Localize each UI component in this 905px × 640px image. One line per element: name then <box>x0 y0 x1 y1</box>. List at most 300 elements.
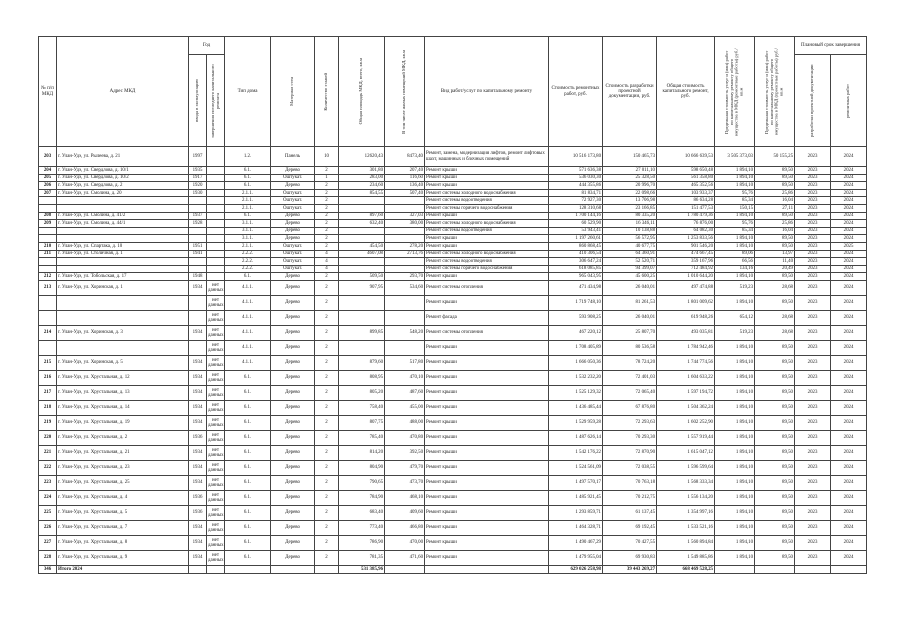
cell-max-d: 89,50 <box>755 235 795 243</box>
cell-total: 1 784 942,46 <box>657 340 715 355</box>
cell-repair: 1 485 921,45 <box>549 490 603 505</box>
cell-res-area: 2713,76 <box>385 250 425 258</box>
cell-year <box>189 197 207 205</box>
table-row <box>39 400 867 415</box>
cell-material: Оштукат. <box>271 204 315 212</box>
cell-pd: 2023 <box>795 250 831 258</box>
header-wall-material-text: Материал стен <box>289 77 295 106</box>
cell-area <box>339 295 385 310</box>
cell-num: 203 <box>39 147 57 167</box>
cell-floors: 2 <box>315 535 339 550</box>
table-row <box>39 197 867 205</box>
cell-max-r: 1 894,10 <box>715 445 755 460</box>
total-num: 346 <box>39 565 57 573</box>
cell-res-area: 466,80 <box>385 520 425 535</box>
cell-num: 220 <box>39 430 57 445</box>
cell-work: Ремонт системы водоотведения <box>425 227 549 235</box>
cell-repair: 1 525 129,32 <box>549 385 603 400</box>
cell-material: Оштукат. <box>271 265 315 273</box>
cell-address: г. Улан-Удэ, ул. Хрустальная, д. 13 <box>57 385 189 400</box>
cell-area <box>339 235 385 243</box>
cell-max-d: 89,50 <box>755 475 795 490</box>
cell-num <box>39 227 57 235</box>
cell-floors: 2 <box>315 182 339 190</box>
cell-work: Ремонт крыши <box>425 415 549 430</box>
cell-address: г. Улан-Удэ, ул. Хрустальная, д. 12 <box>57 370 189 385</box>
cell-address: г. Улан-Удэ, ул. Спартака, д. 10 <box>57 242 189 250</box>
table-header <box>39 37 867 147</box>
cell-year: 1934 <box>189 460 207 475</box>
total-label: Итого 2024 <box>57 565 189 573</box>
cell-res-area <box>385 227 425 235</box>
cell-year: 1934 <box>189 325 207 340</box>
cell-type: 6.1. <box>225 273 271 281</box>
cell-overhaul <box>207 174 225 182</box>
cell-work: Ремонт, замена, модернизация лифтов, ремонт лифтовых шахт, машинных и блочных помещений <box>425 147 549 167</box>
cell-pd: 2023 <box>795 490 831 505</box>
cell-floors: 2 <box>315 400 339 415</box>
header-residential-area <box>385 37 425 147</box>
cell-pr: 2024 <box>831 197 867 205</box>
cell-address: г. Улан-Удэ, ул. Свердлова, д. 2 <box>57 182 189 190</box>
cell-repair: 593 908,25 <box>549 310 603 325</box>
cell-year: 1951 <box>189 242 207 250</box>
cell-overhaul <box>207 182 225 190</box>
cell-work: Ремонт крыши <box>425 445 549 460</box>
cell-res-area <box>385 310 425 325</box>
cell-floors: 1 <box>315 174 339 182</box>
cell-address: г. Улан-Удэ, ул. Хоринская, д. 1 <box>57 280 189 295</box>
cell-address: г. Улан-Удэ, ул. Хрустальная, д. 25 <box>57 475 189 490</box>
cell-year: 1928 <box>189 220 207 228</box>
cell-repair: 1 524 561,09 <box>549 460 603 475</box>
header-planned-design <box>795 55 831 147</box>
cell-total: 1 615 047,12 <box>657 445 715 460</box>
cell-total: 497 474,88 <box>657 280 715 295</box>
cell-overhaul: нет данных <box>207 490 225 505</box>
cell-num: 217 <box>39 385 57 400</box>
total-row <box>39 565 867 573</box>
cell-pr: 2024 <box>831 220 867 228</box>
cell-design: 70 763,18 <box>603 475 657 490</box>
cell-year: 1934 <box>189 400 207 415</box>
cell-year <box>189 295 207 310</box>
cell-repair: 1 542 176,22 <box>549 445 603 460</box>
table-row <box>39 204 867 212</box>
cell-repair: 1 708 405,89 <box>549 340 603 355</box>
cell-overhaul: нет данных <box>207 340 225 355</box>
cell-design: 70 427,55 <box>603 535 657 550</box>
cell-max-d: 89,50 <box>755 355 795 370</box>
cell-floors: 2 <box>315 475 339 490</box>
cell-work: Ремонт системы водоотведения <box>425 258 549 266</box>
cell-area: 4607,08 <box>339 250 385 258</box>
cell-type: 6.1. <box>225 385 271 400</box>
cell-total: 1 557 919,44 <box>657 430 715 445</box>
table-row <box>39 295 867 310</box>
cell-design: 25 807,70 <box>603 325 657 340</box>
cell-max-d: 89,50 <box>755 340 795 355</box>
header-work-type: Вид работ/услуг по капитальному ремонту <box>425 37 549 147</box>
cell-floors: 2 <box>315 242 339 250</box>
cell-num: 210 <box>39 242 57 250</box>
cell-res-area: 380,00 <box>385 220 425 228</box>
cell-address: г. Улан-Удэ, ул. Хоринская, д. 3 <box>57 325 189 340</box>
cell-material: Дерево <box>271 370 315 385</box>
cell-area <box>339 258 385 266</box>
cell-year: 1917 <box>189 174 207 182</box>
cell-num: 224 <box>39 490 57 505</box>
cell-pr: 2024 <box>831 505 867 520</box>
cell-max-r: 1 894,10 <box>715 174 755 182</box>
cell-year: 1934 <box>189 280 207 295</box>
cell-max-d: 89,50 <box>755 460 795 475</box>
cell-max-d: 89,50 <box>755 520 795 535</box>
cell-repair: 1 293 859,71 <box>549 505 603 520</box>
table-row <box>39 460 867 475</box>
cell-type: 6.1. <box>225 174 271 182</box>
cell-repair: 471 434,98 <box>549 280 603 295</box>
cell-total: 1 744 774,56 <box>657 355 715 370</box>
cell-pr: 2024 <box>831 340 867 355</box>
cell-pr: 2024 <box>831 212 867 220</box>
cell-max-r: 1 894,10 <box>715 415 755 430</box>
cell-material: Дерево <box>271 212 315 220</box>
cell-address: г. Улан-Удэ, ул. Свердлова, д. 10/2 <box>57 174 189 182</box>
cell-area: 807,75 <box>339 415 385 430</box>
cell-work: Ремонт крыши <box>425 400 549 415</box>
cell-overhaul: нет данных <box>207 370 225 385</box>
cell-design: 72 870,90 <box>603 445 657 460</box>
cell-total: 598 650,48 <box>657 167 715 175</box>
cell-material: Оштукат. <box>271 258 315 266</box>
cell-max-r: 1 894,10 <box>715 370 755 385</box>
cell-floors: 2 <box>315 220 339 228</box>
cell-address: г. Улан-Удэ, ул. Хрустальная, д. 23 <box>57 460 189 475</box>
cell-material: Дерево <box>271 280 315 295</box>
table-row <box>39 535 867 550</box>
cell-work: Ремонт крыши <box>425 475 549 490</box>
cell-res-area: 488,00 <box>385 415 425 430</box>
cell-year <box>189 265 207 273</box>
cell-material: Дерево <box>271 415 315 430</box>
cell-year: 1948 <box>189 273 207 281</box>
cell-max-r: 1 894,10 <box>715 505 755 520</box>
cell-type: 2.2.2. <box>225 258 271 266</box>
cell-design: 72 401,03 <box>603 370 657 385</box>
cell-address: г. Улан-Удэ, ул. Хрустальная, д. 2 <box>57 430 189 445</box>
cell-pr: 2024 <box>831 430 867 445</box>
cell-area: 454,50 <box>339 242 385 250</box>
cell-material: Дерево <box>271 340 315 355</box>
cell-max-d: 89,50 <box>755 505 795 520</box>
total-design: 39 443 269,27 <box>603 565 657 573</box>
table-row <box>39 475 867 490</box>
total-empty-cell <box>385 565 425 573</box>
cell-max-r: 1 894,10 <box>715 235 755 243</box>
cell-type: 6.1. <box>225 445 271 460</box>
cell-material: Панель <box>271 147 315 167</box>
cell-max-d: 89,50 <box>755 242 795 250</box>
cell-floors: 2 <box>315 235 339 243</box>
table-row <box>39 242 867 250</box>
cell-pr: 2024 <box>831 415 867 430</box>
cell-area: 632,40 <box>339 220 385 228</box>
cell-pd: 2023 <box>795 220 831 228</box>
cell-max-r: 1 894,10 <box>715 460 755 475</box>
cell-repair: 444 355,86 <box>549 182 603 190</box>
cell-max-d: 16,04 <box>755 227 795 235</box>
cell-repair: 1 464 328,71 <box>549 520 603 535</box>
cell-max-r: 85,34 <box>715 197 755 205</box>
cell-work: Ремонт крыши <box>425 520 549 535</box>
cell-max-d: 89,50 <box>755 385 795 400</box>
cell-floors: 4 <box>315 265 339 273</box>
cell-overhaul <box>207 167 225 175</box>
cell-material: Дерево <box>271 385 315 400</box>
header-address: Адрес МКД <box>57 37 189 147</box>
cell-year: 1934 <box>189 415 207 430</box>
cell-max-d: 89,50 <box>755 370 795 385</box>
cell-repair: 53 943,41 <box>549 227 603 235</box>
header-design-cost: Стоимость разработки проектной документации, руб. <box>603 37 657 147</box>
cell-res-area: 468,10 <box>385 490 425 505</box>
cell-overhaul: нет данных <box>207 535 225 550</box>
cell-res-area: 207,40 <box>385 167 425 175</box>
cell-material: Дерево <box>271 310 315 325</box>
cell-pr: 2024 <box>831 400 867 415</box>
cell-area: 899,85 <box>339 325 385 340</box>
cell-area <box>339 204 385 212</box>
cell-year: 1934 <box>189 445 207 460</box>
cell-num <box>39 197 57 205</box>
header-year-commission-text: ввода в эксплуатацию <box>194 79 200 122</box>
cell-pr: 2024 <box>831 490 867 505</box>
cell-material: Оштукат. <box>271 197 315 205</box>
cell-floors: 2 <box>315 430 339 445</box>
cell-work: Ремонт крыши <box>425 242 549 250</box>
cell-num: 209 <box>39 220 57 228</box>
cell-area: 854,55 <box>339 189 385 197</box>
cell-total: 1 253 833,56 <box>657 235 715 243</box>
cell-pd: 2023 <box>795 415 831 430</box>
cell-res-area: 136,40 <box>385 182 425 190</box>
cell-work: Ремонт крыши <box>425 490 549 505</box>
cell-pd: 2023 <box>795 430 831 445</box>
cell-design: 94 399,07 <box>603 265 657 273</box>
cell-floors: 2 <box>315 460 339 475</box>
cell-floors: 10 <box>315 147 339 167</box>
cell-total: 561 358,80 <box>657 174 715 182</box>
cell-material: Дерево <box>271 505 315 520</box>
cell-repair: 1 719 748,10 <box>549 295 603 310</box>
cell-pd: 2023 <box>795 385 831 400</box>
cell-type: 2.1.1. <box>225 242 271 250</box>
cell-design: 69 930,83 <box>603 550 657 565</box>
cell-num: 212 <box>39 273 57 281</box>
cell-year: 1934 <box>189 370 207 385</box>
cell-area <box>339 197 385 205</box>
cell-work: Ремонт крыши <box>425 340 549 355</box>
total-empty-cell <box>425 565 549 573</box>
cell-floors: 2 <box>315 340 339 355</box>
cell-res-area <box>385 295 425 310</box>
cell-num: 207 <box>39 189 57 197</box>
cell-num: 208 <box>39 212 57 220</box>
cell-pr: 2024 <box>831 182 867 190</box>
header-house-type: Тип дома <box>225 37 271 147</box>
cell-area: 879,60 <box>339 355 385 370</box>
cell-max-r: 85,34 <box>715 227 755 235</box>
table-row <box>39 430 867 445</box>
cell-total: 474 667,45 <box>657 250 715 258</box>
cell-overhaul: нет данных <box>207 505 225 520</box>
cell-res-area: 409,60 <box>385 505 425 520</box>
cell-area: 758,40 <box>339 400 385 415</box>
cell-floors: 2 <box>315 445 339 460</box>
cell-overhaul: нет данных <box>207 400 225 415</box>
cell-work: Ремонт крыши <box>425 550 549 565</box>
cell-repair: 467 220,12 <box>549 325 603 340</box>
cell-res-area: 534,60 <box>385 280 425 295</box>
cell-pr: 2024 <box>831 235 867 243</box>
cell-pr: 2024 <box>831 147 867 167</box>
total-empty-cell <box>795 565 831 573</box>
cell-floors: 2 <box>315 490 339 505</box>
cell-type: 4.1.1. <box>225 355 271 370</box>
cell-floors: 2 <box>315 212 339 220</box>
cell-pd: 2023 <box>795 520 831 535</box>
cell-overhaul: нет данных <box>207 385 225 400</box>
cell-material: Оштукат. <box>271 250 315 258</box>
table-row <box>39 273 867 281</box>
cell-type: 6.1. <box>225 370 271 385</box>
cell-repair: 1 666 050,36 <box>549 355 603 370</box>
table-row <box>39 520 867 535</box>
cell-max-r: 1 894,10 <box>715 355 755 370</box>
cell-year: 1934 <box>189 535 207 550</box>
cell-design: 70 293,30 <box>603 430 657 445</box>
cell-design: 27 011,10 <box>603 167 657 175</box>
header-num: № п/п МКД <box>39 37 57 147</box>
cell-type: 3.1.1. <box>225 227 271 235</box>
cell-pr: 2024 <box>831 174 867 182</box>
cell-total: 1 801 009,62 <box>657 295 715 310</box>
cell-floors: 2 <box>315 295 339 310</box>
cell-max-r: 1 894,10 <box>715 550 755 565</box>
cell-type: 4.1.1. <box>225 310 271 325</box>
cell-floors: 2 <box>315 415 339 430</box>
cell-total: 901 546,20 <box>657 242 715 250</box>
cell-res-area: 487,60 <box>385 385 425 400</box>
cell-max-d: 89,50 <box>755 430 795 445</box>
cell-year: 1936 <box>189 490 207 505</box>
cell-pd: 2023 <box>795 340 831 355</box>
total-empty-cell <box>831 565 867 573</box>
cell-pd: 2023 <box>795 174 831 182</box>
table-row <box>39 415 867 430</box>
cell-overhaul <box>207 250 225 258</box>
cell-max-d: 89,50 <box>755 182 795 190</box>
cell-type: 6.1. <box>225 505 271 520</box>
cell-floors: 2 <box>315 204 339 212</box>
cell-repair: 1 529 959,28 <box>549 415 603 430</box>
cell-max-d: 25,86 <box>755 220 795 228</box>
cell-res-area: 479,70 <box>385 460 425 475</box>
cell-pd: 2023 <box>795 204 831 212</box>
cell-pd: 2023 <box>795 212 831 220</box>
cell-design: 80 536,58 <box>603 340 657 355</box>
cell-floors: 4 <box>315 250 339 258</box>
table-row <box>39 147 867 167</box>
cell-work: Ремонт крыши <box>425 273 549 281</box>
cell-design: 72 038,55 <box>603 460 657 475</box>
header-max-cost-repair-text: Предельная стоимость услуг и (или) работ по капитальному ремонту общего имущества в МКД (ремонтные работы) руб./кв.м <box>723 47 744 136</box>
table-body <box>39 147 867 574</box>
cell-max-r: 1 894,10 <box>715 430 755 445</box>
cell-type: 6.1. <box>225 490 271 505</box>
cell-res-area: 8473,40 <box>385 147 425 167</box>
cell-material: Дерево <box>271 475 315 490</box>
table-row <box>39 280 867 295</box>
cell-num: 204 <box>39 167 57 175</box>
cell-area: 12620,43 <box>339 147 385 167</box>
cell-work: Ремонт системы горячего водоснабжения <box>425 204 549 212</box>
cell-area: 785,40 <box>339 430 385 445</box>
cell-num <box>39 235 57 243</box>
table-row <box>39 227 867 235</box>
cell-floors: 4 <box>315 258 339 266</box>
cell-work: Ремонт крыши <box>425 430 549 445</box>
cell-area <box>339 340 385 355</box>
cell-material: Дерево <box>271 400 315 415</box>
cell-area: 786,90 <box>339 535 385 550</box>
cell-overhaul <box>207 227 225 235</box>
cell-max-r: 519,23 <box>715 280 755 295</box>
cell-design: 64 360,91 <box>603 250 657 258</box>
cell-design: 78 724,20 <box>603 355 657 370</box>
cell-res-area: 548,20 <box>385 325 425 340</box>
table-row <box>39 235 867 243</box>
cell-floors: 2 <box>315 280 339 295</box>
cell-address <box>57 265 189 273</box>
cell-total: 1 010 644,20 <box>657 273 715 281</box>
cell-floors: 2 <box>315 520 339 535</box>
cell-area: 804,90 <box>339 460 385 475</box>
cell-design: 69 192,45 <box>603 520 657 535</box>
cell-year: 1930 <box>189 189 207 197</box>
cell-year: 1941 <box>189 250 207 258</box>
cell-overhaul: нет данных <box>207 550 225 565</box>
table-row <box>39 250 867 258</box>
cell-work: Ремонт крыши <box>425 370 549 385</box>
cell-work: Ремонт крыши <box>425 167 549 175</box>
header-floors-text: Количество этажей <box>323 72 329 111</box>
cell-address: г. Улан-Удэ, ул. Смолина, д. 20 <box>57 189 189 197</box>
total-empty-cell <box>189 565 207 573</box>
total-empty-cell <box>755 565 795 573</box>
cell-type: 6.1. <box>225 520 271 535</box>
cell-res-area <box>385 265 425 273</box>
cell-max-r: 1 894,10 <box>715 212 755 220</box>
cell-total: 712 484,92 <box>657 265 715 273</box>
header-year-overhaul <box>207 55 225 147</box>
cell-res-area: 470,80 <box>385 430 425 445</box>
cell-repair: 1 532 232,20 <box>549 370 603 385</box>
cell-year: 1920 <box>189 182 207 190</box>
cell-max-r: 95,76 <box>715 189 755 197</box>
cell-type: 1.2. <box>225 147 271 167</box>
